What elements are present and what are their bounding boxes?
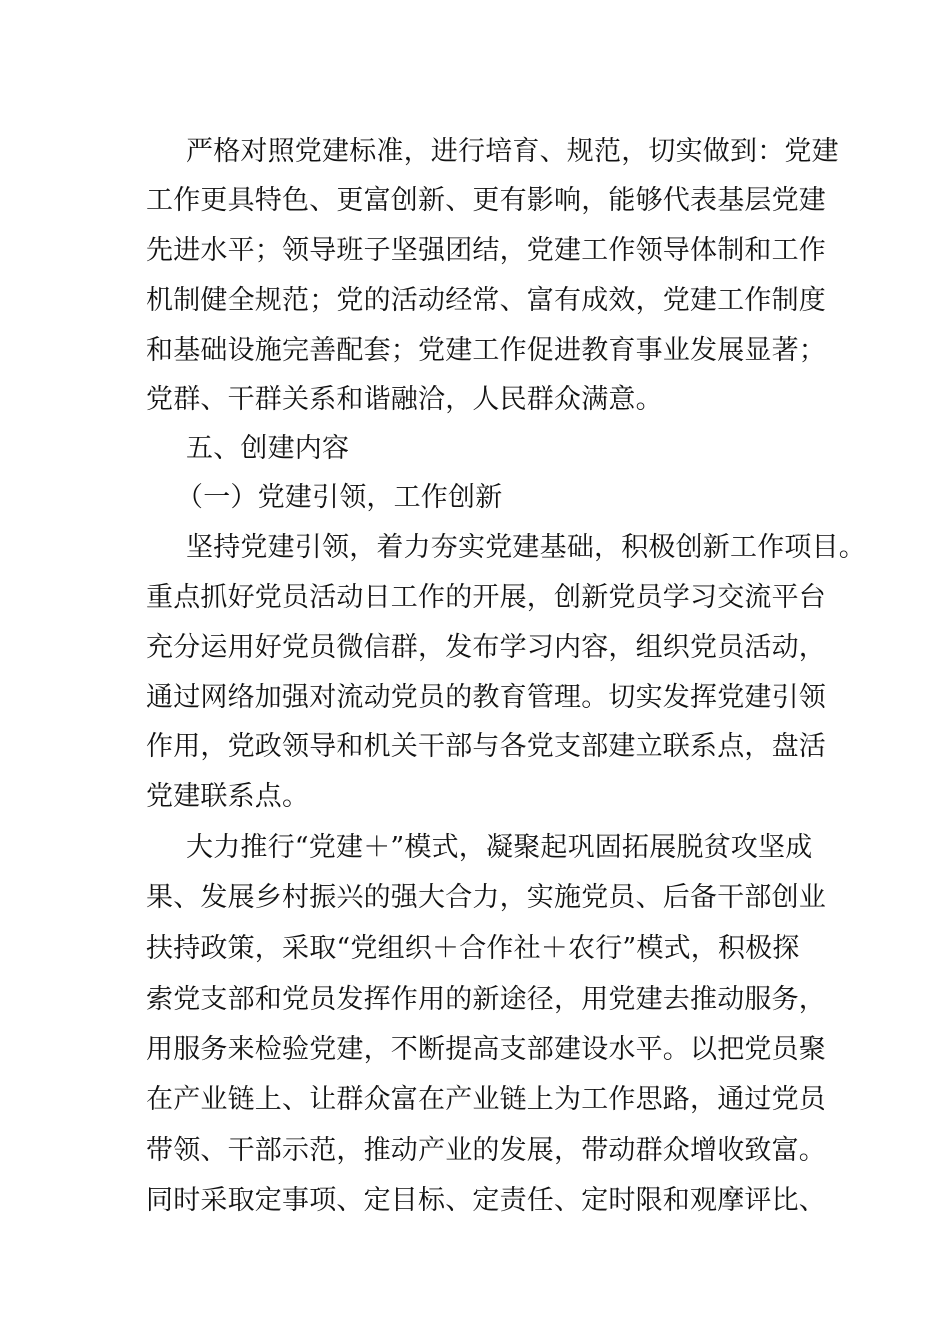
paragraph-line: 扶持政策，采取“党组织＋合作社＋农行”模式，积极探 [146, 933, 800, 964]
paragraph-line: 大力推行“党建＋”模式，凝聚起巩固拓展脱贫攻坚成 [186, 832, 813, 863]
paragraph-line: 工作更具特色、更富创新、更有影响，能够代表基层党建 [146, 185, 826, 216]
paragraph-line: 先进水平；领导班子坚强团结，党建工作领导体制和工作 [146, 235, 826, 266]
paragraph-line: 在产业链上、让群众富在产业链上为工作思路，通过党员 [146, 1084, 826, 1115]
paragraph-line: 机制健全规范；党的活动经常、富有成效，党建工作制度 [146, 285, 826, 316]
paragraph-line: 重点抓好党员活动日工作的开展，创新党员学习交流平台 [146, 582, 826, 613]
paragraph-line: 同时采取定事项、定目标、定责任、定时限和观摩评比、 [146, 1185, 826, 1216]
paragraph-line: 作用，党政领导和机关干部与各党支部建立联系点，盘活 [146, 731, 826, 762]
section-heading: 五、创建内容 [186, 433, 350, 464]
paragraph-line: 带领、干部示范，推动产业的发展，带动群众增收致富。 [146, 1135, 826, 1166]
paragraph-line: 通过网络加强对流动党员的教育管理。切实发挥党建引领 [146, 682, 826, 713]
paragraph-line: 索党支部和党员发挥作用的新途径，用党建去推动服务， [146, 984, 826, 1015]
paragraph-line: 充分运用好党员微信群，发布学习内容，组织党员活动， [146, 632, 826, 663]
paragraph-line: 用服务来检验党建，不断提高支部建设水平。以把党员聚 [146, 1034, 826, 1065]
paragraph-line: 果、发展乡村振兴的强大合力，实施党员、后备干部创业 [146, 882, 826, 913]
paragraph-line: 坚持党建引领，着力夯实党建基础，积极创新工作项目。 [186, 532, 866, 563]
paragraph-line: 和基础设施完善配套；党建工作促进教育事业发展显著； [146, 335, 826, 366]
paragraph-line: 严格对照党建标准，进行培育、规范，切实做到：党建 [186, 136, 839, 167]
subsection-heading: （一）党建引领，工作创新 [176, 482, 503, 513]
paragraph-line: 党建联系点。 [146, 781, 310, 812]
paragraph-line: 党群、干群关系和谐融洽，人民群众满意。 [146, 384, 663, 415]
